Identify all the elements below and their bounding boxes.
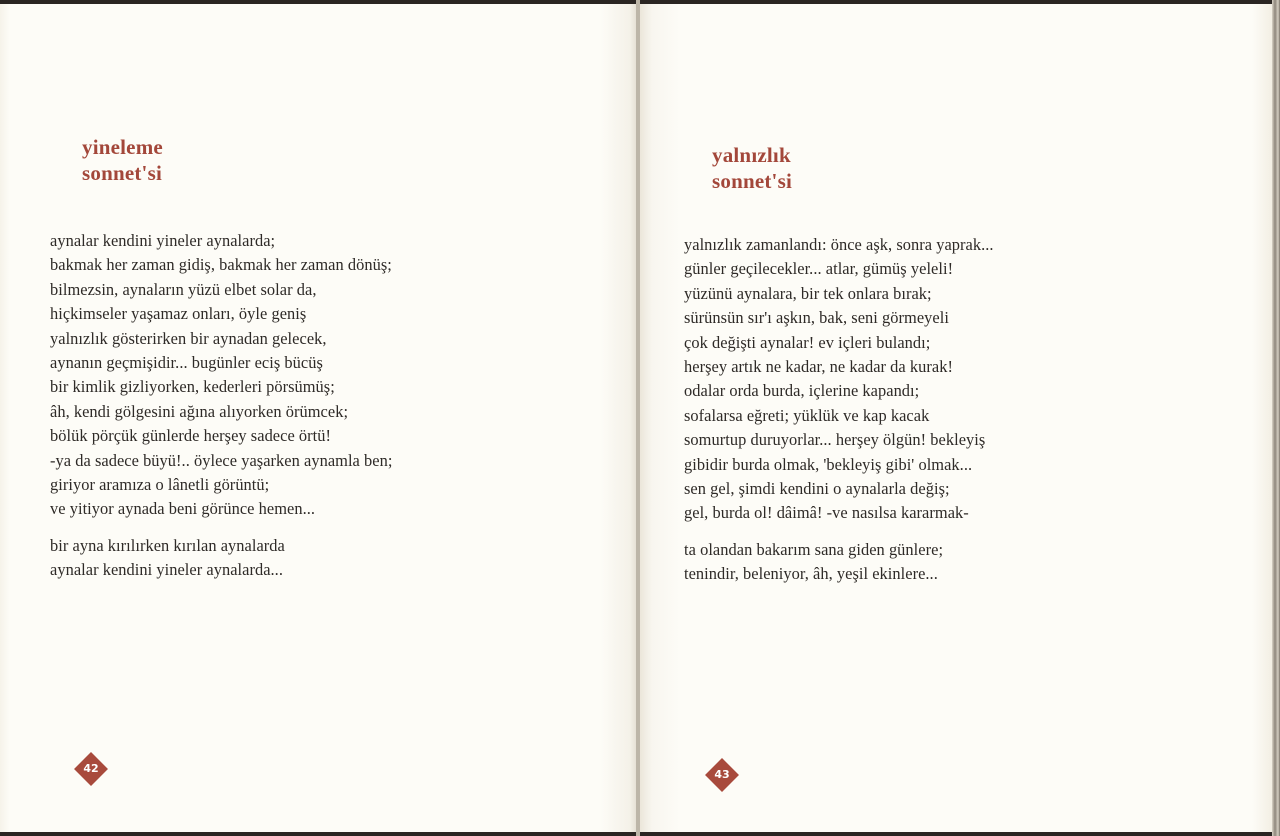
poem-line: somurtup duruyorlar... herşey ölgün! bekleyiş (684, 430, 986, 450)
poem-line: aynalar kendini yineler aynalarda... (50, 560, 283, 580)
poem-line: yalnızlık zamanlandı: önce aşk, sonra yaprak... (684, 235, 994, 254)
poem-line: bir ayna kırılırken kırılan aynalarda (50, 535, 285, 555)
left-title-line: sonnet'si (82, 161, 162, 185)
left-stanza-2 (50, 534, 392, 583)
poem-line: bakmak her zaman gidiş, bakmak her zaman dönüş; (50, 255, 392, 275)
poem-line: tenindir, beleniyor, âh, yeşil ekinlere... (684, 564, 938, 584)
poem-line: çok değişti aynalar! ev içleri bulandı; (684, 332, 931, 352)
poem-line: aynalar kendini yineler aynalarda; (50, 231, 276, 250)
poem-line: aynanın geçmişidir... bugünler eciş bücüş (50, 353, 323, 373)
left-poem-title (82, 134, 163, 186)
poem-line: hiçkimseler yaşamaz onları, öyle geniş (50, 304, 307, 324)
poem-line: giriyor aramıza o lânetli görüntü; (50, 475, 270, 495)
right-poem-body (684, 233, 994, 587)
left-title-line: yineleme (82, 135, 163, 159)
poem-line: gibidir burda olmak, 'bekleyiş gibi' olmak... (684, 454, 973, 474)
poem-line: sen gel, şimdi kendini o aynalarla değiş; (684, 479, 950, 499)
right-page-number (705, 758, 739, 792)
poem-line: gel, burda ol! dâimâ! -ve nasılsa kararmak- (684, 503, 969, 523)
left-page (0, 4, 636, 832)
poem-line: âh, kendi gölgesini ağına alıyorken örümcek; (50, 401, 349, 421)
poem-line: sürünsün sır'ı aşkın, bak, seni görmeyeli (684, 308, 949, 328)
page-number-label: 43 (714, 768, 730, 781)
poem-line: ta olandan bakarım sana giden günlere; (684, 539, 944, 559)
poem-line: bilmezsin, aynaların yüzü elbet solar da, (50, 279, 317, 299)
right-title-line: yalnızlık (712, 143, 791, 167)
right-poem-title (712, 142, 792, 194)
poem-line: ve yitiyor aynada beni görünce hemen... (50, 499, 316, 519)
poem-line: sofalarsa eğreti; yüklük ve kap kacak (684, 405, 930, 425)
right-page (640, 4, 1272, 832)
book-edge (1272, 0, 1280, 836)
right-stanza-1 (684, 233, 994, 526)
poem-line: -ya da sadece büyü!.. öylece yaşarken aynamla ben; (50, 450, 393, 470)
left-page-number (74, 752, 108, 786)
poem-line: bir kimlik gizliyorken, kederleri pörsümüş; (50, 377, 335, 397)
poem-line: odalar orda burda, içlerine kapandı; (684, 381, 920, 401)
left-poem-body (50, 229, 392, 583)
poem-line: herşey artık ne kadar, ne kadar da kurak! (684, 357, 953, 377)
poem-line: günler geçilecekler... atlar, gümüş yeleli! (684, 259, 954, 279)
right-stanza-2 (684, 538, 994, 587)
poem-line: yüzünü aynalara, bir tek onlara bırak; (684, 283, 932, 303)
poem-line: yalnızlık gösterirken bir aynadan gelecek, (50, 328, 327, 348)
poem-line: bölük pörçük günlerde herşey sadece örtü! (50, 426, 332, 446)
right-title-line: sonnet'si (712, 169, 792, 193)
page-number-label: 42 (83, 762, 99, 775)
left-stanza-1 (50, 229, 392, 522)
